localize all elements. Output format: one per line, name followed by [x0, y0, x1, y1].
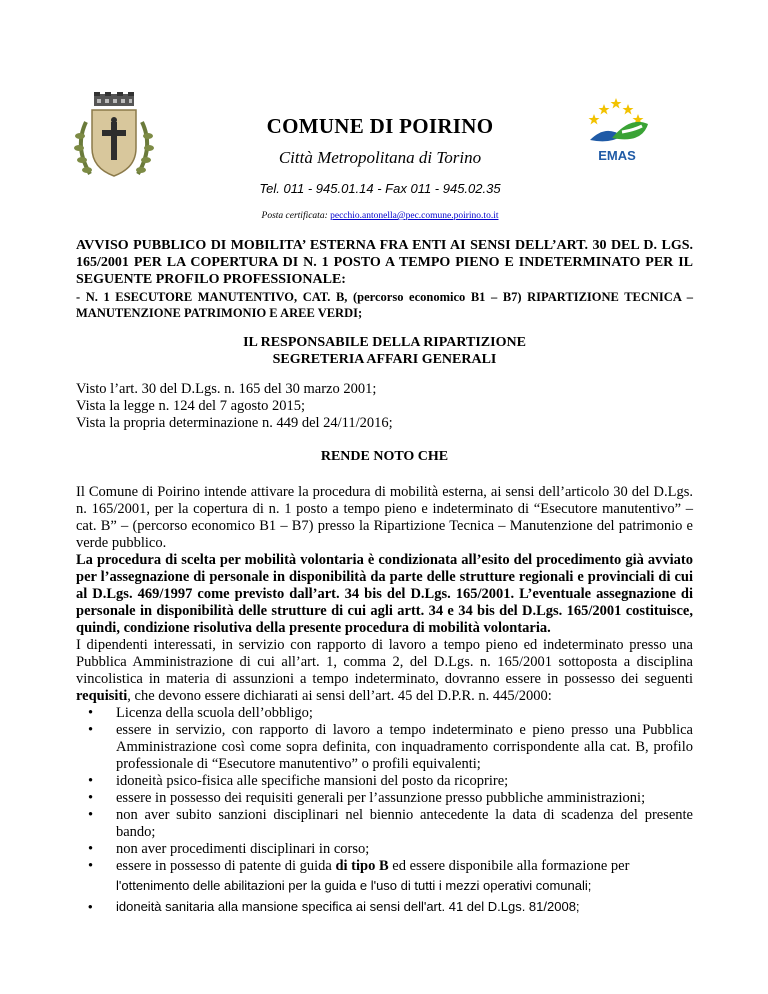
contact-phones: Tel. 011 - 945.01.14 - Fax 011 - 945.02.35 — [259, 181, 501, 196]
paragraph-condition — [76, 552, 693, 637]
notice-heading: AVVISO PUBBLICO DI MOBILITA’ ESTERNA FRA ENTI AI SENSI DELL’ART. 30 DEL D. LGS. 165/2001 PER LA COPERTURA DI N. 1 POSTO A TEMPO PIENO E INDETERMINATO PER IL SEGUENTE PROFILO PROFESSIONALE: — [76, 238, 693, 287]
list-item-text: idoneità sanitaria alla mansione specifica ai sensi dell'art. 41 del D.Lgs. 81/2008; — [116, 899, 580, 914]
paragraph-intro: Il Comune di Poirino intende attivare la procedura di mobilità esterna, ai sensi dell’articolo 30 del D.Lgs. n. 165/2001, per la copertura di n. 1 posto a tempo pieno e indeterminato di “Esecutore manutentivo” – cat. B” – (percorso economico B1 – B7) presso la Ripartizione Tecnica – Manutenzione del patrimonio e verde pubblico. — [76, 484, 693, 551]
visto-item: Vista la legge n. 124 del 7 agosto 2015; — [76, 398, 306, 414]
list-item: • non aver procedimenti disciplinari in corso; — [88, 841, 370, 857]
list-item: • Licenza della scuola dell’obbligo; — [88, 705, 313, 721]
page-subtitle: Città Metropolitana di Torino — [278, 148, 482, 167]
list-item: • essere in possesso dei requisiti generali per l’assunzione presso pubbliche amministrazioni; — [88, 790, 646, 806]
list-item-text: l'ottenimento delle abilitazioni per la guida e l'uso di tutti i mezzi operativi comunali; — [116, 878, 592, 893]
list-item: • idoneità sanitaria alla mansione specifica ai sensi dell'art. 41 del D.Lgs. 81/2008; — [88, 899, 580, 914]
license-type-bold: di tipo B — [335, 858, 389, 874]
requirements-bold: requisiti — [76, 688, 128, 704]
pec-email-link[interactable]: pecchio.antonella@pec.comune.poirino.to.it — [330, 211, 499, 221]
responsible-line-2: SEGRETERIA AFFARI GENERALI — [272, 352, 497, 367]
list-item-text: idoneità psico-fisica alle specifiche mansioni del posto da ricoprire; — [116, 773, 509, 789]
visto-item: Visto l’art. 30 del D.Lgs. n. 165 del 30 marzo 2001; — [76, 381, 377, 397]
list-item: • essere in servizio, con rapporto di lavoro a tempo indeterminato e pieno presso una Pubblica Amministrazione così come sopra definita, con inquadramento corrispondente alla cat. B, profilo professionale di “Esecutore manutentivo” o profili equivalenti; — [88, 722, 693, 772]
list-item: • idoneità psico-fisica alle specifiche mansioni del posto da ricoprire; — [88, 773, 509, 789]
list-item-text: non aver procedimenti disciplinari in corso; — [116, 841, 370, 857]
list-item: • non aver subito sanzioni disciplinari nel biennio antecedente la data di scadenza del presente bando; — [88, 807, 693, 840]
list-item-text: essere in servizio, con rapporto di lavoro a tempo indeterminato e pieno presso una Pubblica Amministrazione così come sopra definita, con inquadramento corrispondente alla cat. B, profilo professionale di “Esecutore manutentivo” o profili equivalenti; — [116, 722, 693, 772]
visto-item: Vista la propria determinazione n. 449 del 24/11/2016; — [76, 415, 393, 431]
condition-bold-text: La procedura di scelta per mobilità volontaria è condizionata all’esito del procedimento già avviato per l’assegnazione di personale in disponibilità da parte delle strutture regionali e provinciali di cui al D.Lgs. 469/1997 come previsto dall’art. 34 bis del D.Lgs. 165/2001. L’eventuale assegnazione di personale in disponibilità delle strutture di cui agli artt. 34 e 34 bis del D.Lgs. 165/2001 costituisce, quindi, condizione risolutiva della presente procedura di mobilità volontaria. — [76, 552, 693, 636]
notice-body — [76, 484, 693, 917]
visto-list — [76, 381, 693, 432]
requirements-list — [76, 705, 693, 917]
list-item-text: essere in possesso dei requisiti generali per l’assunzione presso pubbliche amministrazioni; — [116, 790, 646, 806]
list-item-text: essere in possesso di patente di guida — [116, 858, 336, 874]
requirements-text: I dipendenti interessati, in servizio con rapporto di lavoro a tempo pieno ed indeterminato presso una Pubblica Amministrazione di cui all’art. 1, comma 2, del D.Lgs. n. 165/2001 sottoposta a disciplina vincolistica in materia di assunzioni a tempo indeterminato, dovranno essere in possesso dei seguenti — [76, 637, 693, 687]
list-item-text: ed essere disponibile alla formazione per — [388, 858, 630, 874]
rende-noto-heading: RENDE NOTO CHE — [320, 449, 449, 464]
list-item: • essere in possesso di patente di guida di tipo B ed essere disponibile alla formazione per l'ottenimento delle abilitazioni per la guida e l'uso di tutti i mezzi operativi comunali; — [88, 858, 630, 893]
pec-line: Posta certificata: pecchio.antonella@pec.comune.poirino.to.it — [261, 211, 499, 221]
notice-profile: - N. 1 ESECUTORE MANUTENTIVO, CAT. B, (percorso economico B1 – B7) RIPARTIZIONE TECNICA – MANUTENZIONE PATRIMONIO E AREE VERDI; — [76, 290, 693, 320]
municipal-crest-icon — [68, 92, 160, 184]
responsible-heading — [76, 334, 693, 368]
pec-label: Posta certificata — [261, 211, 325, 221]
page-title: COMUNE DI POIRINO — [266, 114, 494, 138]
requirements-text-end: , che devono essere dichiarati ai sensi dell’art. 45 del D.P.R. n. 445/2000: — [127, 688, 552, 704]
emas-label: EMAS — [598, 148, 636, 163]
list-item-text: Licenza della scuola dell’obbligo; — [116, 705, 313, 721]
responsible-line-1: IL RESPONSABILE DELLA RIPARTIZIONE — [243, 335, 526, 350]
list-item-text: non aver subito sanzioni disciplinari nel biennio antecedente la data di scadenza del presente bando; — [116, 807, 693, 840]
paragraph-requirements — [76, 637, 693, 705]
